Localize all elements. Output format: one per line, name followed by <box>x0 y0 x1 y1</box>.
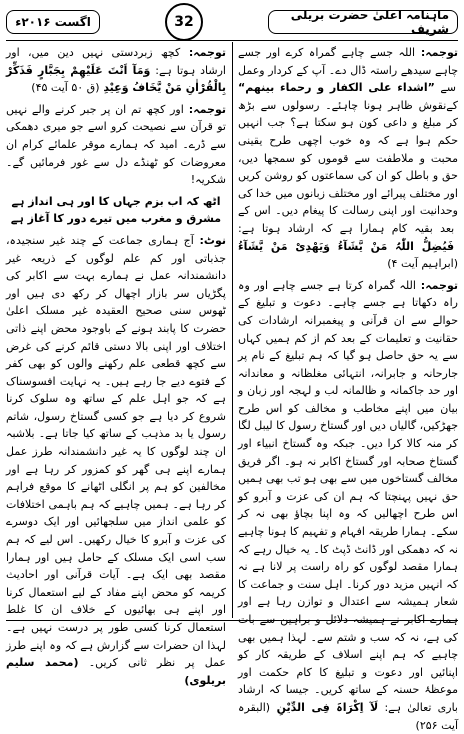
paragraph-text: کچھ زبردستی نہیں دین میں، اور ارشاد ہوتا ہے: <box>6 46 226 77</box>
verse-reference: (ق ۵۰ آیت ۴۵) <box>31 81 100 95</box>
quoted-verse: ”اشداء علی الکفار و رحماء بینھم“ <box>238 81 435 95</box>
verse-reference: (ابراہیم آیت ۴) <box>387 257 458 271</box>
column-divider <box>232 42 233 618</box>
footer-rule <box>6 620 458 621</box>
right-column <box>237 44 458 732</box>
issue-date-box <box>6 10 100 34</box>
paragraph <box>238 44 458 273</box>
author-signature: (محمد سلیم بریلوی) <box>6 656 226 687</box>
poem-line: اٹھ کہ اب بزم جہاں کا اور ہی انداز ہے <box>11 194 221 208</box>
paragraph <box>6 101 226 189</box>
page-number-badge <box>165 3 203 41</box>
note-label: نوٹ: <box>193 233 226 247</box>
issue-date: اگست ۲۰۱۶ء <box>15 15 91 29</box>
page-header <box>6 6 458 38</box>
translation-label: توجمہ: <box>183 102 226 116</box>
translation-label: توجمہ: <box>415 278 458 292</box>
quran-verse: وَمَآ اَنْتَ عَلَیْھِمْ بِجَبَّارٍ فَذَکِّرْ بِالْقُرْاٰنِ مَنْ یَّخَافُ وَعِیْدِ <box>6 63 226 95</box>
quran-verse: لَآ اِکْرَاہَ فِی الدِّیْنِ <box>270 700 379 714</box>
paragraph-text: آج ہماری جماعت کے چند غیر سنجیدہ، جذباتی اور کم علم لوگوں کے ذریعہ غیر دانشمندانہ عمل نے ہمارے بہت سے اکابر کی پگڑیاں سر بازار اچھال کر رکھ دی ہیں اور ٹھوس سنی صحیح العقیدہ غیر مسلک اعلیٰ حضرت کا پابند ہونے کے باوجود محض اپنے ذاتی اختلاف اور اپنی بالا دستی قائم کرنے کی غرض سے کچھ قطعی علم رکھنے والوں کو بھی کفر کے فتوے دیے جا رہے ہیں۔ یہ نہایت افسوسناک ہے کہ جو اہل علم کے ساتھ وہ سلوک کرنا شروع کر دیا ہے جو کسی گستاخ رسول، شاتم رسول یا بد مذہب کے ساتھ کیا جاتا ہے۔ بلاشبہ ان چند لوگوں کا یہ غیر دانشمندانہ طرز عمل ہمارے اپنے ہی گھر کو کمزور کر رہا ہے اور مخالفین کو ہم پر انگلی اٹھانے کا موقع فراہم کر رہا ہے۔ ہمیں چاہیے کہ ہم باہمی اختلافات کو علمی انداز میں سلجھائیں اور ایک دوسرے کی عزت و آبرو کا خیال رکھیں۔ اس لیے کہ ہم سب اسی ایک مسلک کے حامل ہیں اور ہمارا مقصد بھی ایک ہے۔ آیات قرآنی اور احادیث کریمہ کو محض اپنے مفاد کے لیے استعمال کرنا اور اپنے ہی بھائیوں کے خلاف ان کا غلط استعمال کرنا کسی طور پر درست نہیں ہے۔ لہذا ان حضرات سے گزارش ہے کہ وہ اپنے طرز عمل پر نظر ثانی کریں۔ <box>6 233 226 670</box>
verse-reference: (البقرہ آیت ۲۵۶) <box>238 700 458 732</box>
paragraph <box>238 277 458 734</box>
page-number: 32 <box>174 14 194 30</box>
paragraph-text: اللہ جسے چاہے گمراہ کرے اور جسے چاہے سیدھے راستہ ڈال دے۔ آپ کے کردار وعمل سے <box>238 46 458 95</box>
magazine-title-box <box>268 10 458 34</box>
quran-verse: فَیُضِلُّ اللّٰہُ مَنْ یَّشَآءُ وَیَھْدِیْ مَنْ یَّشَآءُ <box>238 239 455 253</box>
poem-couplet <box>6 193 226 228</box>
paragraph-text: کےنقوش ظاہر ہونا چاہئے۔ رسولوں سے بڑھ کر مبلغ و داعی کون ہو سکتا ہے؟ جب انہیں حکم ہوا ہے کہ وہ خوب اچھی طرح یقینی محبت و ملاطفت سے قوموں کو سمجھا دیں، حق و باطل کو ان کی سماعتوں کو روشن کریں اور مختلف پیرائے اور مختلف زبانوں میں خدا کی وحدانیت اور اپنی رسالت کا پیغام دیں۔ اس کے بعد بقیہ کام ہمارا ہے کہ ارشاد ہوتا ہے: <box>238 98 458 235</box>
magazine-title: ماہنامہ اعلیٰ حضرت بریلی شریف <box>290 8 449 36</box>
translation-label: توجمہ: <box>180 46 226 59</box>
poem-line: مشرق و مغرب میں تیرے دور کا آغاز ہے <box>10 212 222 226</box>
left-column <box>6 44 226 687</box>
paragraph-text: اللہ گمراہ کرتا ہے جسے چاہے اور وہ راہ دکھاتا ہے جسے چاہے۔ دعوت و تبلیغ کے حوالے سے ان قرآنی و پیغمبرانہ ارشادات کی حقانیت و تعلیمات کے بعد کم از کم ہمیں کہاں سے یہ حق حاصل ہو گیا کہ ہم تبلیغ کے نام پر جارحانہ و جابرانہ، انتہائی مغلظانہ و معاندانہ اور حد جاکمانہ و ظالمانہ لب و لہجہ اور زبان و بیان میں اپنے مخاطب و مخالف کو اس طرح جھڑکیں، گالیاں دیں اور گستاخ رسول کا لیبل لگا کر منہ کالا کرا دیں۔ جبکہ وہ گستاخ انبیاء اور گستاخ صحابہ اور گستاخ اکابر نہ ہو۔ اگر فریق مخالف گستاخوں میں سے بھی ہو تب بھی ہمیں حق نہیں پہنچتا کہ ہم ان کی عزت و آبرو کو اس طرح اچھالیں کہ وہ اپنا بچاؤ بھی نہ کر سکے۔ ہمارا طریقہ افہام و تفہیم کا ہونا چاہیے نہ کہ دھمکی اور ڈانٹ ڈپٹ کا۔ یہ خیال رہے کہ ہمارا مقصد لوگوں کو راہ راست پر لانا ہے نہ کہ انہیں مزید دور کرنا۔ اہل سنت و جماعت کا شعار ہمیشہ سے اعتدال و توازن رہا ہے اور ہمارے اکابر نے ہمیشہ دلائل و براہین سے بات کی ہے، نہ کہ سب و شتم سے۔ لہذا ہمیں بھی چاہیے کہ ہم اپنے اسلاف کے طریقہ کار کو اپنائیں اور دعوت و تبلیغ کا کام حکمت اور موعظۂ حسنہ کے ساتھ کریں۔ جیسا کہ ارشاد باری تعالیٰ ہے: <box>237 278 458 714</box>
translation-label: توجمہ: <box>415 46 458 59</box>
paragraph <box>6 44 226 97</box>
paragraph-text: اور کچھ تم ان پر جبر کرنے والے نہیں تو قرآن سے نصیحت کرو اسے جو میری دھمکی سے ڈرے۔ امید کہ ہمارے موقر علمائے کرام ان معروضات کو ٹھنڈے دل سے غور فرمائیں گے۔ شکریہ! <box>6 102 226 187</box>
header-rule <box>6 40 458 41</box>
